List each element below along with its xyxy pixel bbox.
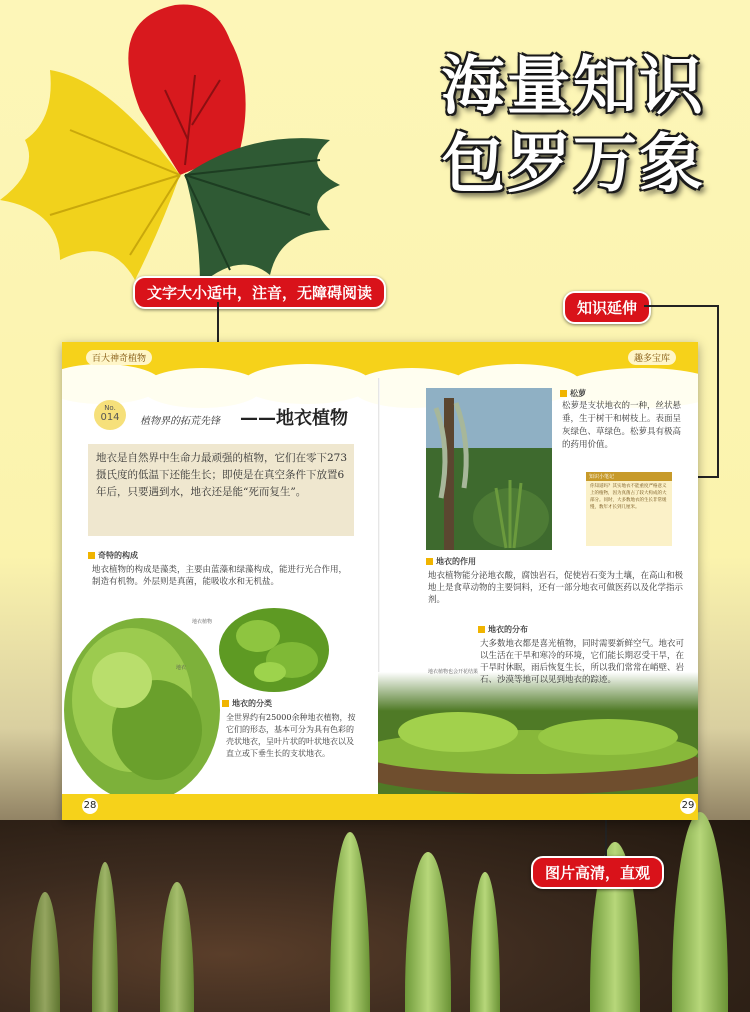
page-number-left: 28 bbox=[82, 798, 98, 814]
knowledge-note-box bbox=[586, 472, 672, 546]
headline-line-1: 海量知识 bbox=[441, 50, 705, 124]
moss-photo-2 bbox=[218, 606, 330, 694]
section-text: 地衣植物的构成是藻类，主要由蓝藻和绿藻构成，能进行光合作用，制造有机物。外层则是真菌，能吸收水和无机盐。 bbox=[92, 565, 348, 587]
section-heading: 地衣的作用 bbox=[426, 556, 476, 567]
chapter-badge bbox=[94, 400, 126, 430]
book-spread bbox=[62, 342, 698, 820]
moss-log-photo bbox=[378, 672, 698, 802]
sprout bbox=[470, 872, 500, 1012]
sprout bbox=[160, 882, 194, 1012]
section-text: 全世界约有25000余种地衣植物，按它们的形态，基本可分为具有色彩的壳状地衣，呈叶片状的叶状地衣以及直立或下垂生长的支状地衣。 bbox=[226, 713, 356, 758]
chapter-title: ——地衣植物 bbox=[240, 408, 348, 429]
sprout bbox=[405, 852, 451, 1012]
callout-knowledge: 知识延伸 bbox=[563, 291, 651, 324]
bottom-band bbox=[62, 794, 698, 820]
left-running-header: 百大神奇植物 bbox=[86, 350, 152, 365]
moss-photo-1 bbox=[62, 600, 222, 800]
side-caption: 地衣植物也会开花结果 bbox=[428, 669, 479, 675]
section-text: 大多数地衣都是喜光植物，同时需要新鲜空气。地衣可以生活在干旱和寒冷的环境，它们能长期忍受干旱，在干旱时休眠，雨后恢复生长，所以我们常常在峭壁、岩石、沙漠等地可以见到地衣的踪迹。 bbox=[480, 639, 685, 685]
leader-line bbox=[644, 305, 718, 307]
sprout bbox=[92, 862, 118, 1012]
sprout bbox=[330, 832, 370, 1012]
section-text: 松萝是支状地衣的一种，丝状悬垂，生于树干和树枝上。表面呈灰绿色、草绿色。松萝具有极高的药用价值。 bbox=[562, 401, 682, 450]
page-number-right: 29 bbox=[680, 798, 696, 814]
section-heading: 松萝 bbox=[560, 388, 586, 399]
right-running-header: 趣多宝库 bbox=[628, 350, 676, 365]
sprout bbox=[30, 892, 60, 1012]
chapter-number: 014 bbox=[100, 412, 120, 423]
section-heading: 地衣的分布 bbox=[478, 624, 528, 635]
chapter-subtitle: 植物界的拓荒先锋 bbox=[140, 416, 220, 427]
usnea-forest-photo bbox=[426, 388, 552, 550]
section-heading: 奇特的构成 bbox=[88, 550, 138, 561]
headline-line-2: 包罗万象 bbox=[441, 128, 705, 202]
callout-pictures: 图片高清，直观 bbox=[531, 856, 664, 889]
callout-text-size: 文字大小适中，注音，无障碍阅读 bbox=[133, 276, 386, 309]
image-label-lichen-plant: 地衣植物 bbox=[192, 619, 213, 625]
section-text: 地衣植物能分泌地衣酸，腐蚀岩石，促使岩石变为土壤，在高山和极地上是食草动物的主要饲料，还有一部分地衣可做医药以及化学指示剂。 bbox=[428, 571, 684, 605]
image-label-lichen: 地衣 bbox=[176, 665, 187, 671]
sprout bbox=[672, 812, 728, 1012]
autumn-leaves-illustration bbox=[0, 0, 400, 300]
intro-text: 地衣是自然界中生命力最顽强的植物，它们在零下273摄氏度的低温下还能生长；即使是在真空条件下放置6年后，只要遇到水，地衣还是能“死而复生”。 bbox=[96, 452, 348, 498]
leader-line bbox=[717, 305, 719, 477]
section-heading: 地衣的分类 bbox=[222, 698, 272, 709]
chapter-no-label: No. bbox=[104, 404, 116, 412]
note-text: 你知道吗？其实地衣不能重度严格意义上的植物，因为真菌占了较大构成的大部分。同时，大多数地衣的生长非常缓慢，数年才长到几厘米。 bbox=[590, 484, 667, 510]
ground-background bbox=[0, 820, 750, 1012]
headline bbox=[408, 48, 738, 204]
note-title: 知识小笔记 bbox=[586, 472, 672, 481]
